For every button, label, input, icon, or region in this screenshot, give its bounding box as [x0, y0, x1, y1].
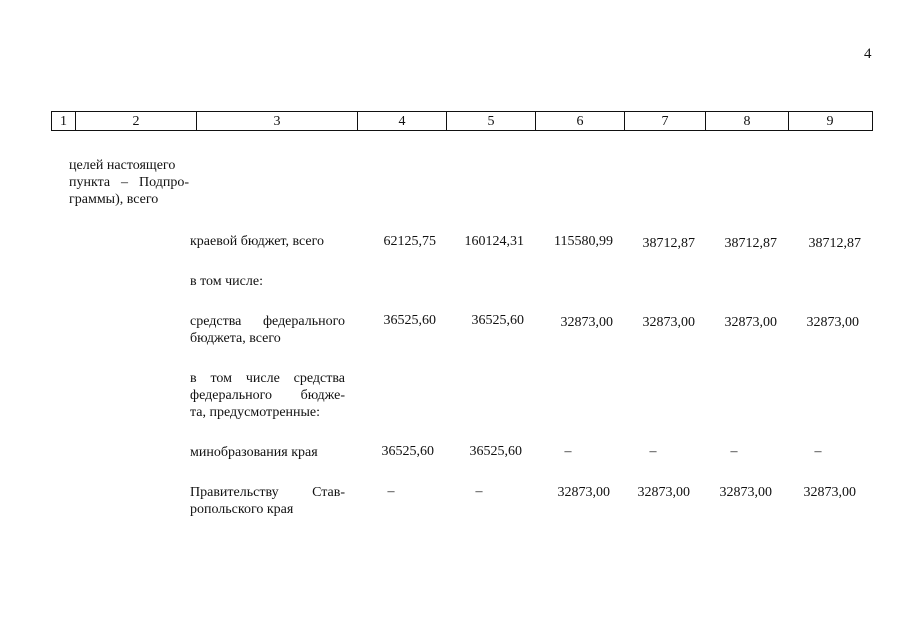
- cell-value: 32873,00: [724, 315, 777, 330]
- row-label-budget-total: краевой бюджет, всего: [190, 234, 325, 249]
- column-header-6: 6: [536, 112, 625, 130]
- cell-value: 36525,60: [469, 444, 522, 459]
- cell-value: 32873,00: [803, 485, 856, 500]
- column-header-7: 7: [625, 112, 706, 130]
- cell-value: 160124,31: [464, 234, 524, 249]
- cell-value: 36525,60: [381, 444, 434, 459]
- row-label-federal-total: средства федерального бюджета, всего: [190, 314, 345, 346]
- row-label-federal-provided: в том числе средства федерального бюдже- та, предусмотренные:: [190, 371, 345, 420]
- cell-value: 115580,99: [554, 234, 613, 249]
- row-label-ministry-education: минобразования края: [190, 445, 318, 460]
- left-column-text: [69, 157, 189, 208]
- cell-value: 36525,60: [471, 313, 524, 328]
- column-header-3: 3: [197, 112, 358, 130]
- cell-value: 32873,00: [719, 485, 772, 500]
- left-text-line: граммы), всего: [69, 192, 159, 207]
- cell-value: 38712,87: [808, 236, 861, 251]
- cell-value: 32873,00: [560, 315, 613, 330]
- cell-value: –: [649, 444, 657, 459]
- row-label-including: в том числе:: [190, 274, 263, 289]
- column-header-2: 2: [76, 112, 197, 130]
- column-header-8: 8: [706, 112, 789, 130]
- left-text-line: пункта – Подпро-: [69, 175, 189, 190]
- column-header-4: 4: [358, 112, 447, 130]
- cell-value: 32873,00: [637, 485, 690, 500]
- cell-value: 38712,87: [724, 236, 777, 251]
- cell-value: 38712,87: [642, 236, 695, 251]
- column-header-1: 1: [52, 112, 76, 130]
- cell-value: –: [730, 444, 738, 459]
- row-label-government: Правительству Став- ропольского края: [190, 485, 345, 517]
- cell-value: 32873,00: [642, 315, 695, 330]
- cell-value: 36525,60: [383, 313, 436, 328]
- page-number: 4: [864, 46, 872, 62]
- cell-value: 62125,75: [383, 234, 436, 249]
- cell-value: –: [475, 484, 483, 499]
- column-header-5: 5: [447, 112, 536, 130]
- cell-value: –: [387, 484, 395, 499]
- cell-value: –: [564, 444, 572, 459]
- cell-value: 32873,00: [806, 315, 859, 330]
- cell-value: 32873,00: [557, 485, 610, 500]
- cell-value: –: [814, 444, 822, 459]
- left-text-line: целей настоящего: [69, 158, 176, 173]
- column-header-9: 9: [826, 114, 834, 129]
- column-header-row: [51, 111, 873, 131]
